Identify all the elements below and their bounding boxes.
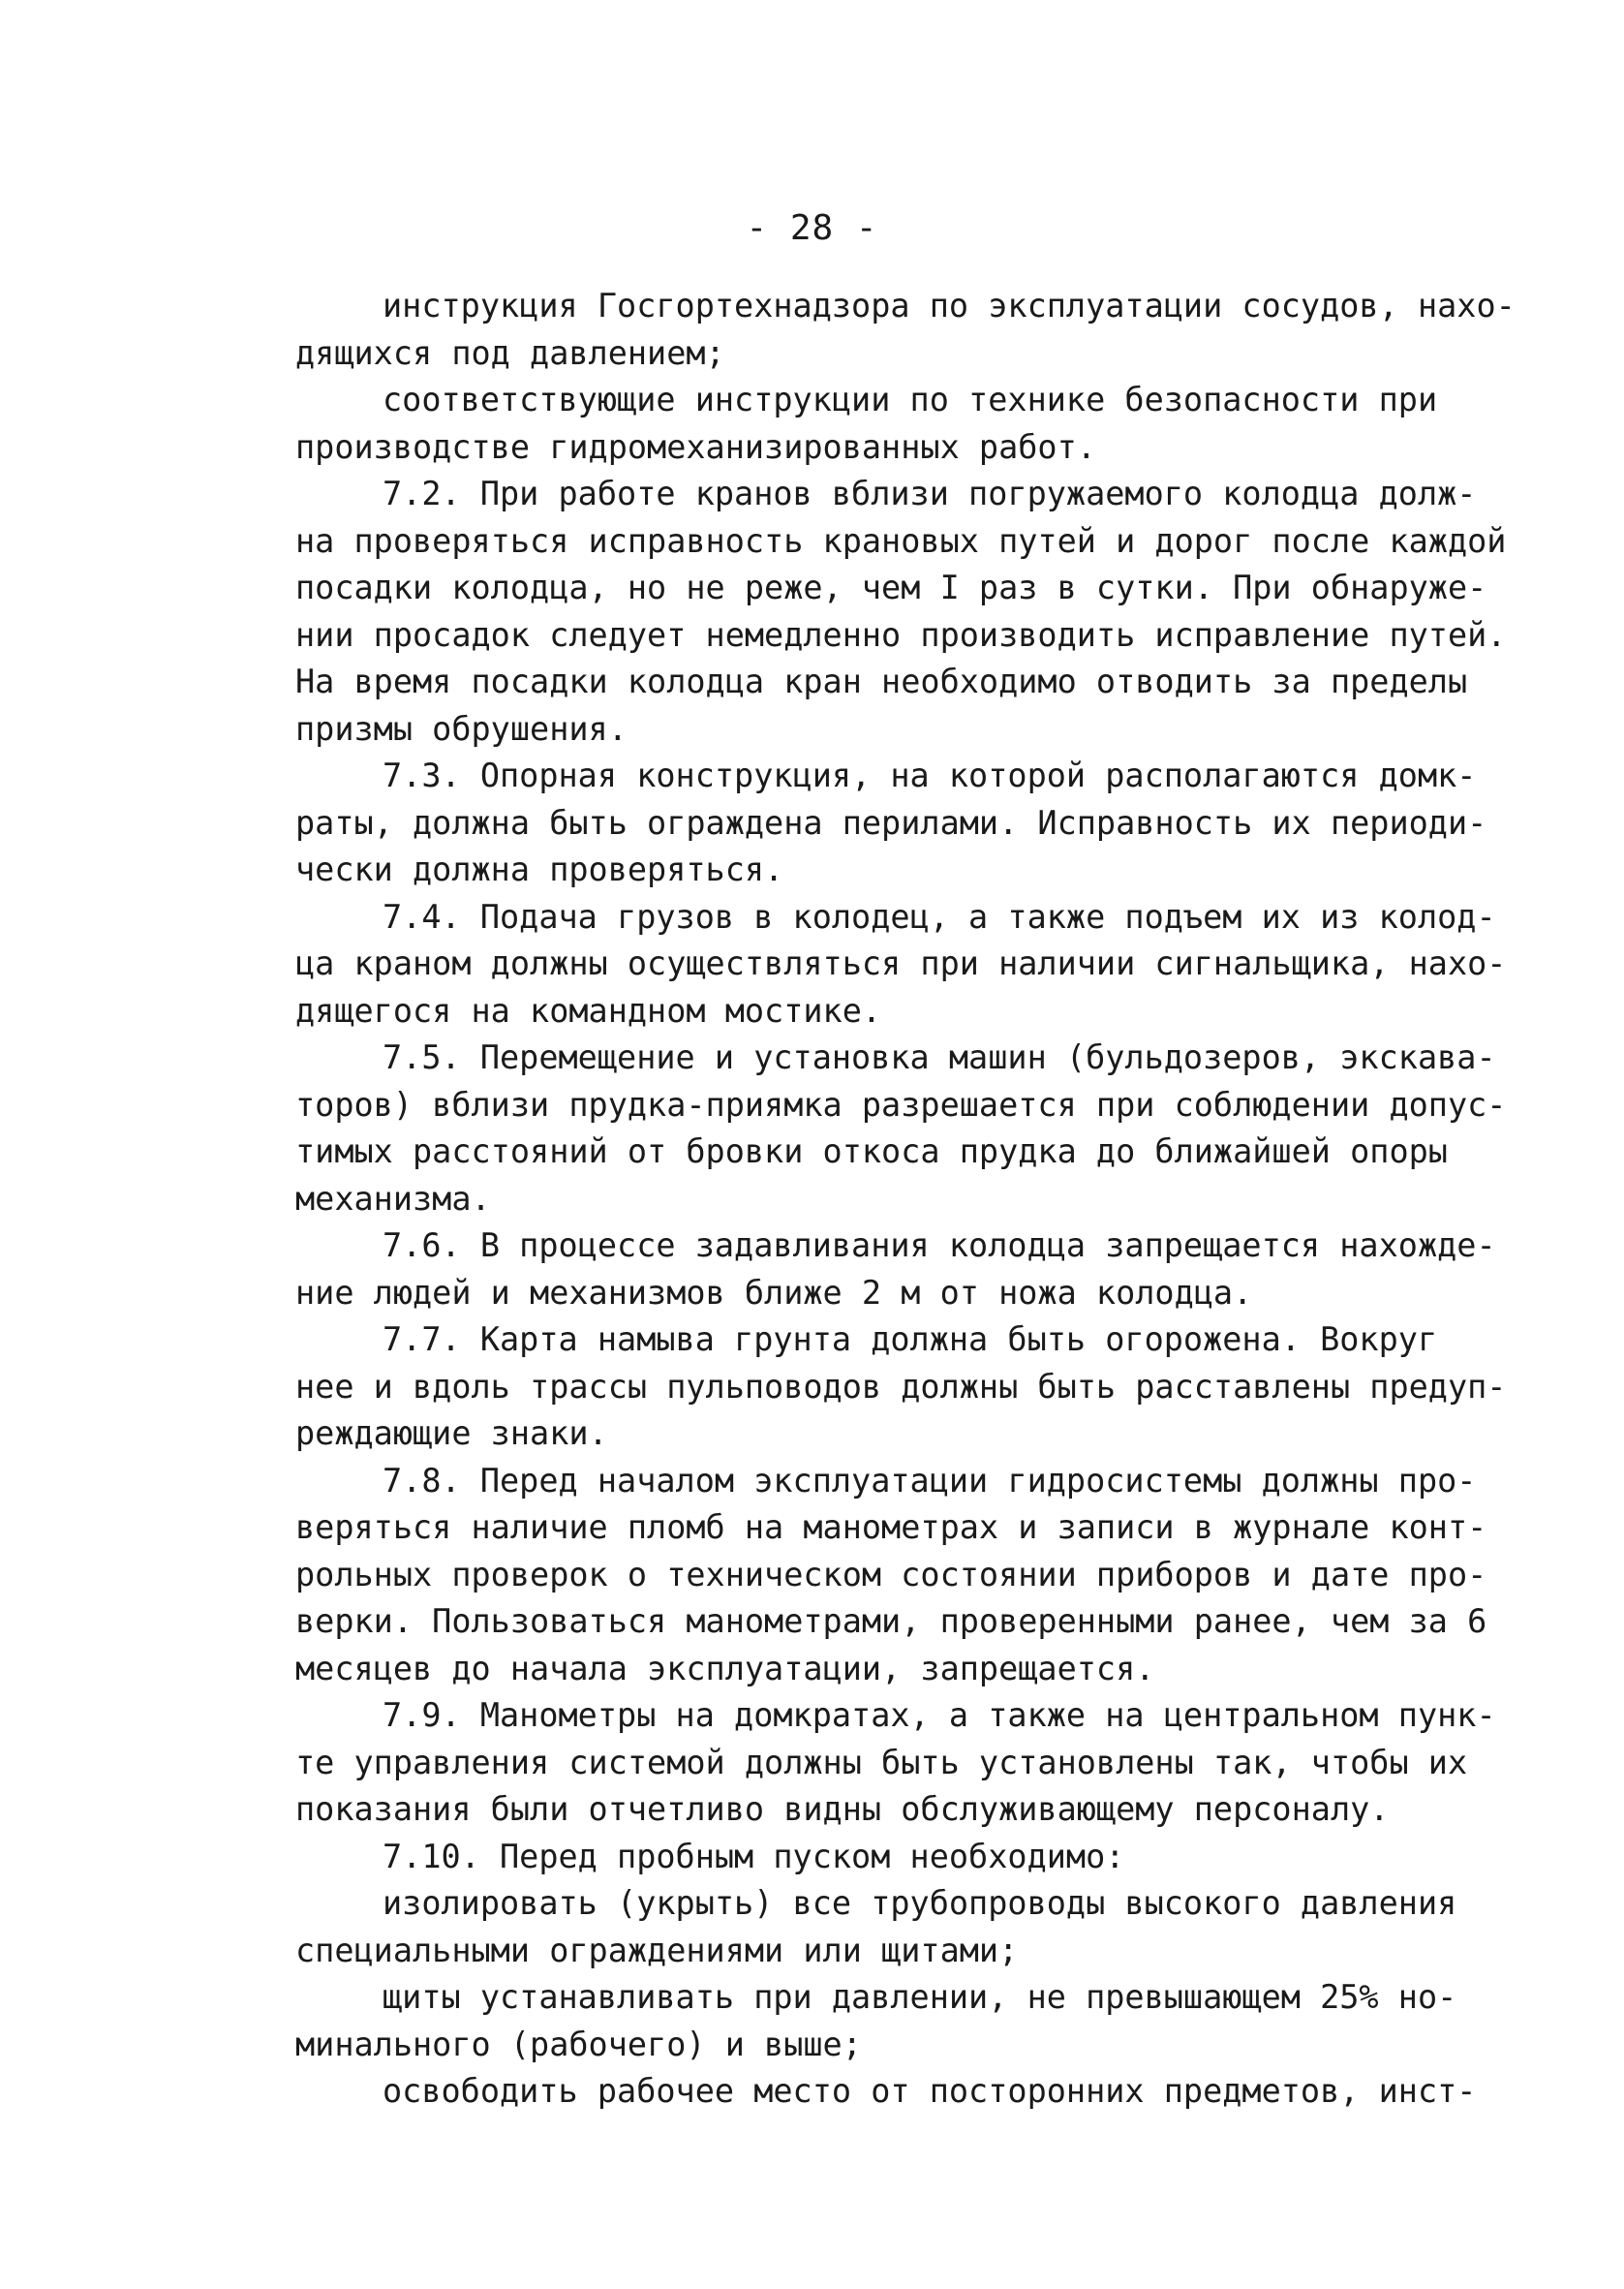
text-line: изолировать (укрыть) все трубопроводы высокого давления xyxy=(383,1884,1457,1922)
text-line: рольных проверок о техническом состоянии приборов и дате про- xyxy=(295,1555,1487,1593)
text-line: 7.9. Манометры на домкратах, а также на центральном пунк- xyxy=(383,1696,1496,1734)
text-line: ца краном должны осуществляться при наличии сигнальщика, нахо- xyxy=(295,944,1507,982)
text-line: минального (рабочего) и выше; xyxy=(295,2025,862,2063)
text-line: 7.8. Перед началом эксплуатации гидросистемы должны про- xyxy=(383,1461,1477,1500)
text-line: веряться наличие пломб на манометрах и записи в журнале конт- xyxy=(295,1508,1487,1546)
text-line: дящегося на командном мостике. xyxy=(295,991,882,1030)
text-line: нии просадок следует немедленно производить исправление путей. xyxy=(295,615,1507,654)
text-line: щиты устанавливать при давлении, не превышающем 25% но- xyxy=(383,1978,1457,2016)
text-line: специальными ограждениями или щитами; xyxy=(295,1931,1019,1969)
text-line: чески должна проверяться. xyxy=(295,851,784,888)
page-number: - 28 - xyxy=(746,208,878,248)
text-line: 7.6. В процессе задавливания колодца запрещается нахожде- xyxy=(383,1226,1496,1264)
text-line: тимых расстояний от бровки откоса прудка до ближайшей опоры xyxy=(295,1132,1448,1170)
text-line: производстве гидромеханизированных работ. xyxy=(295,427,1096,466)
text-line: 7.3. Опорная конструкция, на которой располагаются домк- xyxy=(383,757,1477,794)
text-line: посадки колодца, но не реже, чем I раз в сутки. При обнаруже- xyxy=(295,569,1487,606)
text-line: 7.7. Карта намыва грунта должна быть огорожена. Вокруг xyxy=(383,1320,1438,1358)
text-line: инструкция Госгортехнадзора по эксплуатации сосудов, нахо- xyxy=(383,287,1516,325)
text-line: 7.5. Перемещение и установка машин (бульдозеров, экскава- xyxy=(383,1038,1496,1076)
text-line: месяцев до начала эксплуатации, запрещается. xyxy=(295,1649,1155,1687)
text-line: на проверяться исправность крановых путей и дорог после каждой xyxy=(295,521,1507,560)
text-line: торов) вблизи прудка-приямка разрешается при соблюдении допус- xyxy=(295,1085,1507,1124)
text-line: раты, должна быть ограждена перилами. Исправность их периоди- xyxy=(295,803,1487,842)
text-line: те управления системой должны быть установлены так, чтобы их xyxy=(295,1743,1468,1781)
text-line: 7.10. Перед пробным пуском необходимо: xyxy=(383,1837,1125,1875)
text-line: 7.4. Подача грузов в колодец, а также подъем их из колод- xyxy=(383,897,1496,936)
text-line: освободить рабочее место от посторонних предметов, инст- xyxy=(383,2072,1477,2110)
text-line: показания были отчетливо видны обслуживающему персоналу. xyxy=(295,1790,1390,1828)
text-line: призмы обрушения. xyxy=(295,709,628,748)
text-line: верки. Пользоваться манометрами, проверенными ранее, чем за 6 xyxy=(295,1602,1487,1640)
text-line: реждающие знаки. xyxy=(295,1414,608,1452)
text-line: На время посадки колодца кран необходимо отводить за пределы xyxy=(295,663,1468,700)
text-line: дящихся под давлением; xyxy=(295,333,725,372)
text-line: ние людей и механизмов ближе 2 м от ножа колодца. xyxy=(295,1273,1253,1312)
text-line: 7.2. При работе кранов вблизи погружаемого колодца долж- xyxy=(383,475,1477,512)
text-line: нее и вдоль трассы пульповодов должны быть расставлены предуп- xyxy=(295,1367,1507,1406)
text-line: соответствующие инструкции по технике безопасности при xyxy=(383,381,1438,418)
text-line: механизма. xyxy=(295,1179,491,1218)
body-text xyxy=(295,283,1516,2116)
